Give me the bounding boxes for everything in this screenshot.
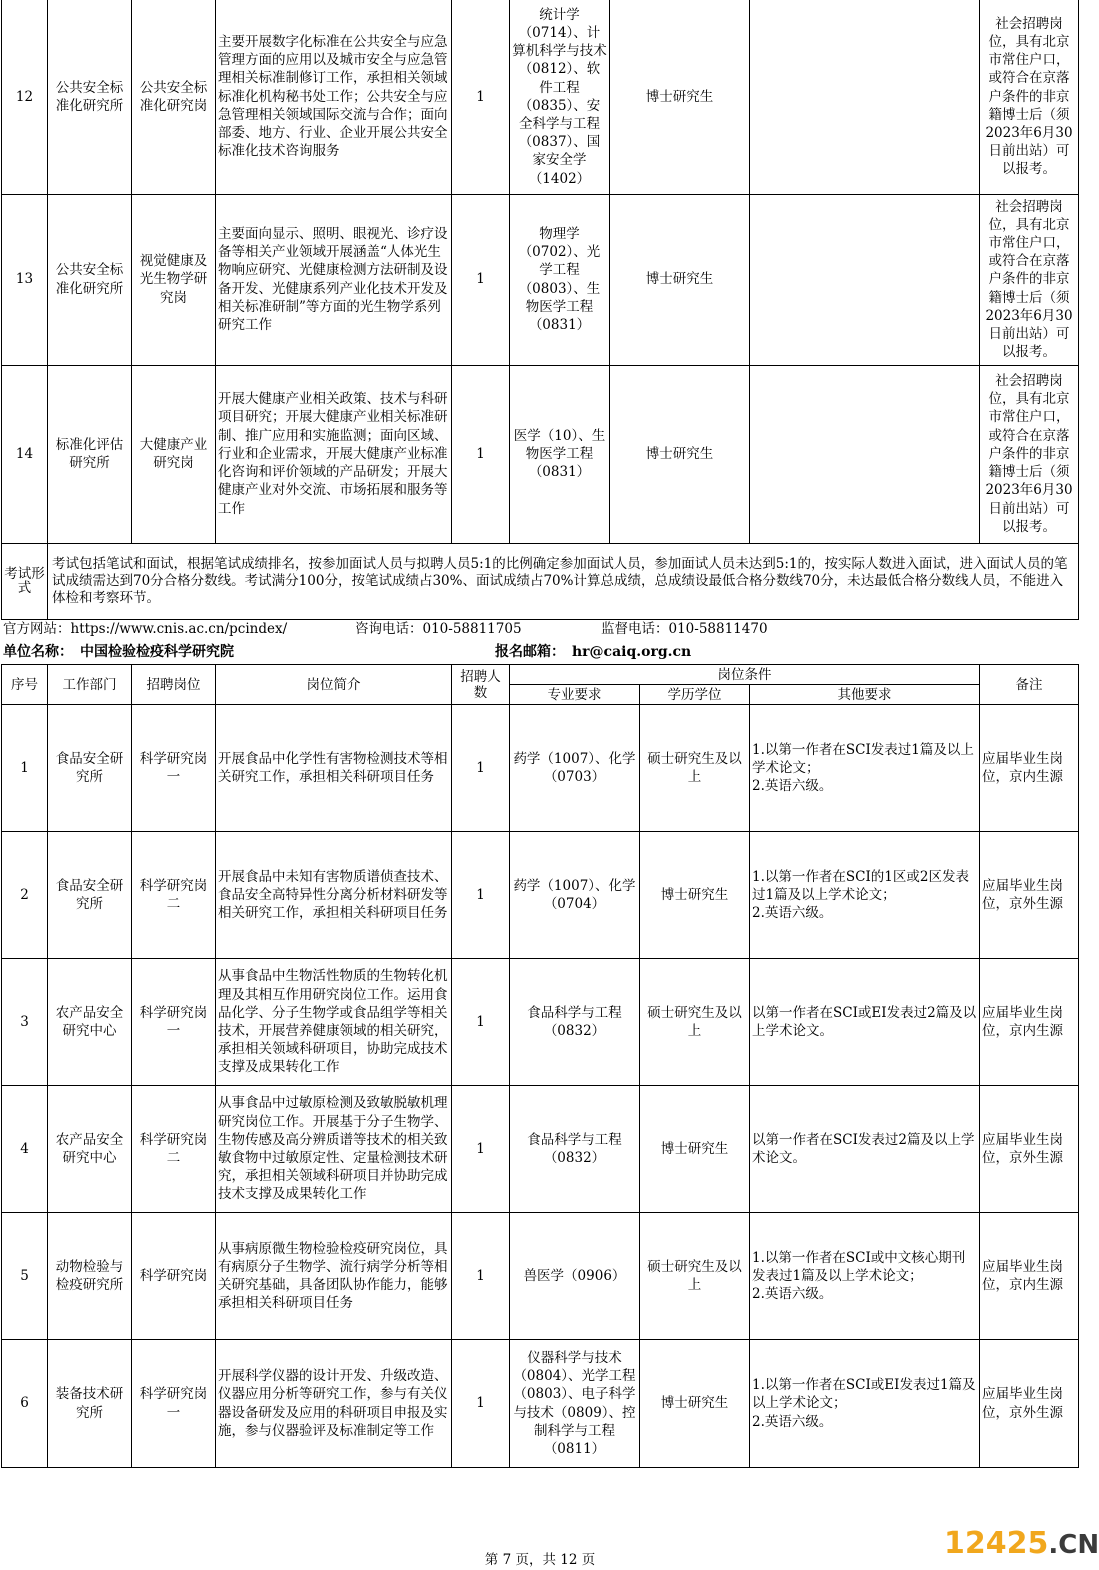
row-major: 食品科学与工程（0832） [510, 1086, 640, 1213]
row-desc: 从事食品中生物活性物质的生物转化机理及其相互作用研究岗位工作。运用食品化学、分子生物学或食品组学等相关技术，开展营养健康领域的相关研究，承担相关领域科研项目，协助完成技术支撑及成果转化工作 [216, 959, 452, 1086]
row-post: 科学研究岗一 [132, 959, 216, 1086]
row-desc: 开展食品中未知有害物质谱侦查技术、食品安全高特异性分离分析材料研发等相关研究工作，承担相关科研项目任务 [216, 832, 452, 959]
row-other: 以第一作者在SCI或EI发表过2篇及以上学术论文。 [750, 959, 980, 1086]
row-dept: 动物检验与检疫研究所 [48, 1213, 132, 1340]
row-count: 1 [452, 832, 510, 959]
unit-row [3, 642, 1077, 662]
row-edu: 博士研究生 [640, 832, 750, 959]
row-dept: 公共安全标准化研究所 [48, 0, 132, 194]
row-edu: 硕士研究生及以上 [640, 959, 750, 1086]
row-remark: 应届毕业生岗位，京内生源 [980, 705, 1079, 832]
row-no: 3 [2, 959, 48, 1086]
row-post: 公共安全标准化研究岗 [132, 0, 216, 194]
row-desc: 开展食品中化学性有害物检测技术等相关研究工作，承担相关科研项目任务 [216, 705, 452, 832]
row-post: 科学研究岗一 [132, 705, 216, 832]
row-remark: 应届毕业生岗位，京外生源 [980, 1340, 1079, 1468]
row-remark: 应届毕业生岗位，京外生源 [980, 832, 1079, 959]
row-major: 兽医学（0906） [510, 1213, 640, 1340]
row-count: 1 [452, 1213, 510, 1340]
table-row [2, 0, 1079, 194]
row-edu: 博士研究生 [610, 194, 750, 365]
row-major: 药学（1007）、化学（0703） [510, 705, 640, 832]
row-dept: 食品安全研究所 [48, 705, 132, 832]
row-post: 科学研究岗二 [132, 1086, 216, 1213]
table-row [2, 705, 1079, 832]
row-major: 仪器科学与技术（0804）、光学工程（0803）、电子科学与技术（0809）、控制科学与工程（0811） [510, 1340, 640, 1468]
row-count: 1 [452, 705, 510, 832]
row-no: 12 [2, 0, 48, 194]
row-desc: 从事病原微生物检验检疫研究岗位，具有病原分子生物学、流行病学分析等相关研究基础，具备团队协作能力，能够承担相关科研项目任务 [216, 1213, 452, 1340]
header-major: 专业要求 [510, 685, 640, 705]
row-remark: 社会招聘岗位，具有北京市常住户口，或符合在京落户条件的非京籍博士后（须2023年6月30日前出站）可以报考。 [980, 194, 1079, 365]
row-other [750, 0, 980, 194]
header-remark: 备注 [980, 665, 1079, 705]
row-post: 视觉健康及光生物学研究岗 [132, 194, 216, 365]
header-count: 招聘人数 [452, 665, 510, 705]
table-row [2, 959, 1079, 1086]
row-major: 统计学（0714）、计算机科学与技术（0812）、软件工程（0835）、安全科学与工程（0837）、国家安全学（1402） [510, 0, 610, 194]
header-dept: 工作部门 [48, 665, 132, 705]
row-edu: 硕士研究生及以上 [640, 1213, 750, 1340]
page-footer: 第 7 页，共 12 页 [484, 1552, 596, 1568]
site-watermark-logo [944, 1526, 1099, 1561]
row-post: 科学研究岗 [132, 1213, 216, 1340]
row-post: 大健康产业研究岗 [132, 365, 216, 543]
row-other: 以第一作者在SCI发表过2篇及以上学术论文。 [750, 1086, 980, 1213]
header-other: 其他要求 [750, 685, 980, 705]
watermark-suffix: .CN [1048, 1530, 1099, 1560]
row-other: 1.以第一作者在SCI或EI发表过1篇及以上学术论文； 2.英语六级。 [750, 1340, 980, 1468]
row-remark: 社会招聘岗位，具有北京市常住户口，或符合在京落户条件的非京籍博士后（须2023年6月30日前出站）可以报考。 [980, 365, 1079, 543]
table-row [2, 194, 1079, 365]
row-other: 1.以第一作者在SCI或中文核心期刊发表过1篇及以上学术论文； 2.英语六级。 [750, 1213, 980, 1340]
header-desc: 岗位简介 [216, 665, 452, 705]
row-other [750, 194, 980, 365]
row-count: 1 [452, 959, 510, 1086]
header-edu: 学历学位 [640, 685, 750, 705]
unit-name: 单位名称： 中国检验检疫科学研究院 [3, 644, 234, 660]
table-row [2, 832, 1079, 959]
header-post: 招聘岗位 [132, 665, 216, 705]
row-dept: 装备技术研究所 [48, 1340, 132, 1468]
row-other [750, 365, 980, 543]
recruitment-table [1, 664, 1079, 1468]
row-remark: 应届毕业生岗位，京内生源 [980, 1213, 1079, 1340]
row-count: 1 [452, 0, 510, 194]
row-dept: 农产品安全研究中心 [48, 1086, 132, 1213]
row-major: 物理学（0702）、光学工程（0803）、生物医学工程（0831） [510, 194, 610, 365]
header-conditions: 岗位条件 [510, 665, 980, 685]
table-row [2, 1213, 1079, 1340]
row-desc: 从事食品中过敏原检测及致敏脱敏机理研究岗位工作。开展基于分子生物学、生物传感及高分辨质谱等技术的相关致敏食物中过敏原定性、定量检测技术研究，承担相关领域科研项目并协助完成技术支撑及成果转化工作 [216, 1086, 452, 1213]
website-text: 官方网站：https://www.cnis.ac.cn/pcindex/ [3, 621, 288, 637]
exam-label: 考试形式 [2, 543, 48, 619]
row-dept: 公共安全标准化研究所 [48, 194, 132, 365]
row-remark: 社会招聘岗位，具有北京市常住户口，或符合在京落户条件的非京籍博士后（须2023年6月30日前出站）可以报考。 [980, 0, 1079, 194]
watermark-number: 12425 [944, 1526, 1049, 1561]
row-remark: 应届毕业生岗位，京外生源 [980, 1086, 1079, 1213]
row-no: 2 [2, 832, 48, 959]
row-post: 科学研究岗二 [132, 832, 216, 959]
header-no: 序号 [2, 665, 48, 705]
row-desc: 主要面向显示、照明、眼视光、诊疗设备等相关产业领域开展涵盖“人体光生物响应研究、光健康检测方法研制及设备开发、光健康系列产业化技术开发及相关标准研制”等方面的光生物学系列研究工作 [216, 194, 452, 365]
row-count: 1 [452, 194, 510, 365]
table-row [2, 365, 1079, 543]
row-desc: 主要开展数字化标准在公共安全与应急管理方面的应用以及城市安全与应急管理相关标准制修订工作，承担相关领域标准化机构秘书处工作；公共安全与应急管理相关领域国际交流与合作；面向部委、地方、行业、企业开展公共安全标准化技术咨询服务 [216, 0, 452, 194]
row-other: 1.以第一作者在SCI的1区或2区发表过1篇及以上学术论文； 2.英语六级。 [750, 832, 980, 959]
row-post: 科学研究岗一 [132, 1340, 216, 1468]
row-count: 1 [452, 365, 510, 543]
row-major: 医学（10）、生物医学工程（0831） [510, 365, 610, 543]
row-no: 13 [2, 194, 48, 365]
row-no: 5 [2, 1213, 48, 1340]
supervise-phone-text: 监督电话：010-58811470 [601, 621, 768, 637]
exam-text: 考试包括笔试和面试，根据笔试成绩排名，按参加面试人员与拟聘人员5:1的比例确定参加面试人员，参加面试人员未达到5:1的，按实际人数进入面试，进入面试人员的笔试成绩需达到70分合格分数线。考试满分100分，按笔试成绩占30%、面试成绩占70%计算总成绩，总成绩设最低合格分数线70分，未达最低合格分数线人员，不能进入体检和考察环节。 [48, 543, 1079, 619]
row-count: 1 [452, 1340, 510, 1468]
row-major: 食品科学与工程（0832） [510, 959, 640, 1086]
exam-row [2, 543, 1079, 619]
row-no: 1 [2, 705, 48, 832]
row-edu: 博士研究生 [640, 1086, 750, 1213]
row-dept: 农产品安全研究中心 [48, 959, 132, 1086]
row-other: 1.以第一作者在SCI发表过1篇及以上学术论文； 2.英语六级。 [750, 705, 980, 832]
row-no: 14 [2, 365, 48, 543]
row-dept: 标准化评估研究所 [48, 365, 132, 543]
table-row [2, 1086, 1079, 1213]
row-desc: 开展大健康产业相关政策、技术与科研项目研究；开展大健康产业相关标准研制、推广应用和实施监测；面向区域、行业和企业需求，开展大健康产业标准化咨询和评价领域的产品研发；开展大健康产业对外交流、市场拓展和服务等工作 [216, 365, 452, 543]
row-dept: 食品安全研究所 [48, 832, 132, 959]
previous-unit-table [1, 0, 1079, 620]
row-no: 4 [2, 1086, 48, 1213]
row-edu: 博士研究生 [610, 0, 750, 194]
row-edu: 硕士研究生及以上 [640, 705, 750, 832]
header-row [2, 665, 1079, 685]
unit-email: 报名邮箱： hr@caiq.org.cn [495, 644, 692, 660]
row-edu: 博士研究生 [640, 1340, 750, 1468]
row-remark: 应届毕业生岗位，京内生源 [980, 959, 1079, 1086]
row-count: 1 [452, 1086, 510, 1213]
table-row [2, 1340, 1079, 1468]
phone-text: 咨询电话：010-58811705 [355, 621, 522, 637]
row-major: 药学（1007）、化学（0704） [510, 832, 640, 959]
row-no: 6 [2, 1340, 48, 1468]
row-edu: 博士研究生 [610, 365, 750, 543]
contact-row [3, 621, 1077, 638]
row-desc: 开展科学仪器的设计开发、升级改造、仪器应用分析等研究工作，参与有关仪器设备研发及应用的科研项目申报及实施，参与仪器验评及标准制定等工作 [216, 1340, 452, 1468]
